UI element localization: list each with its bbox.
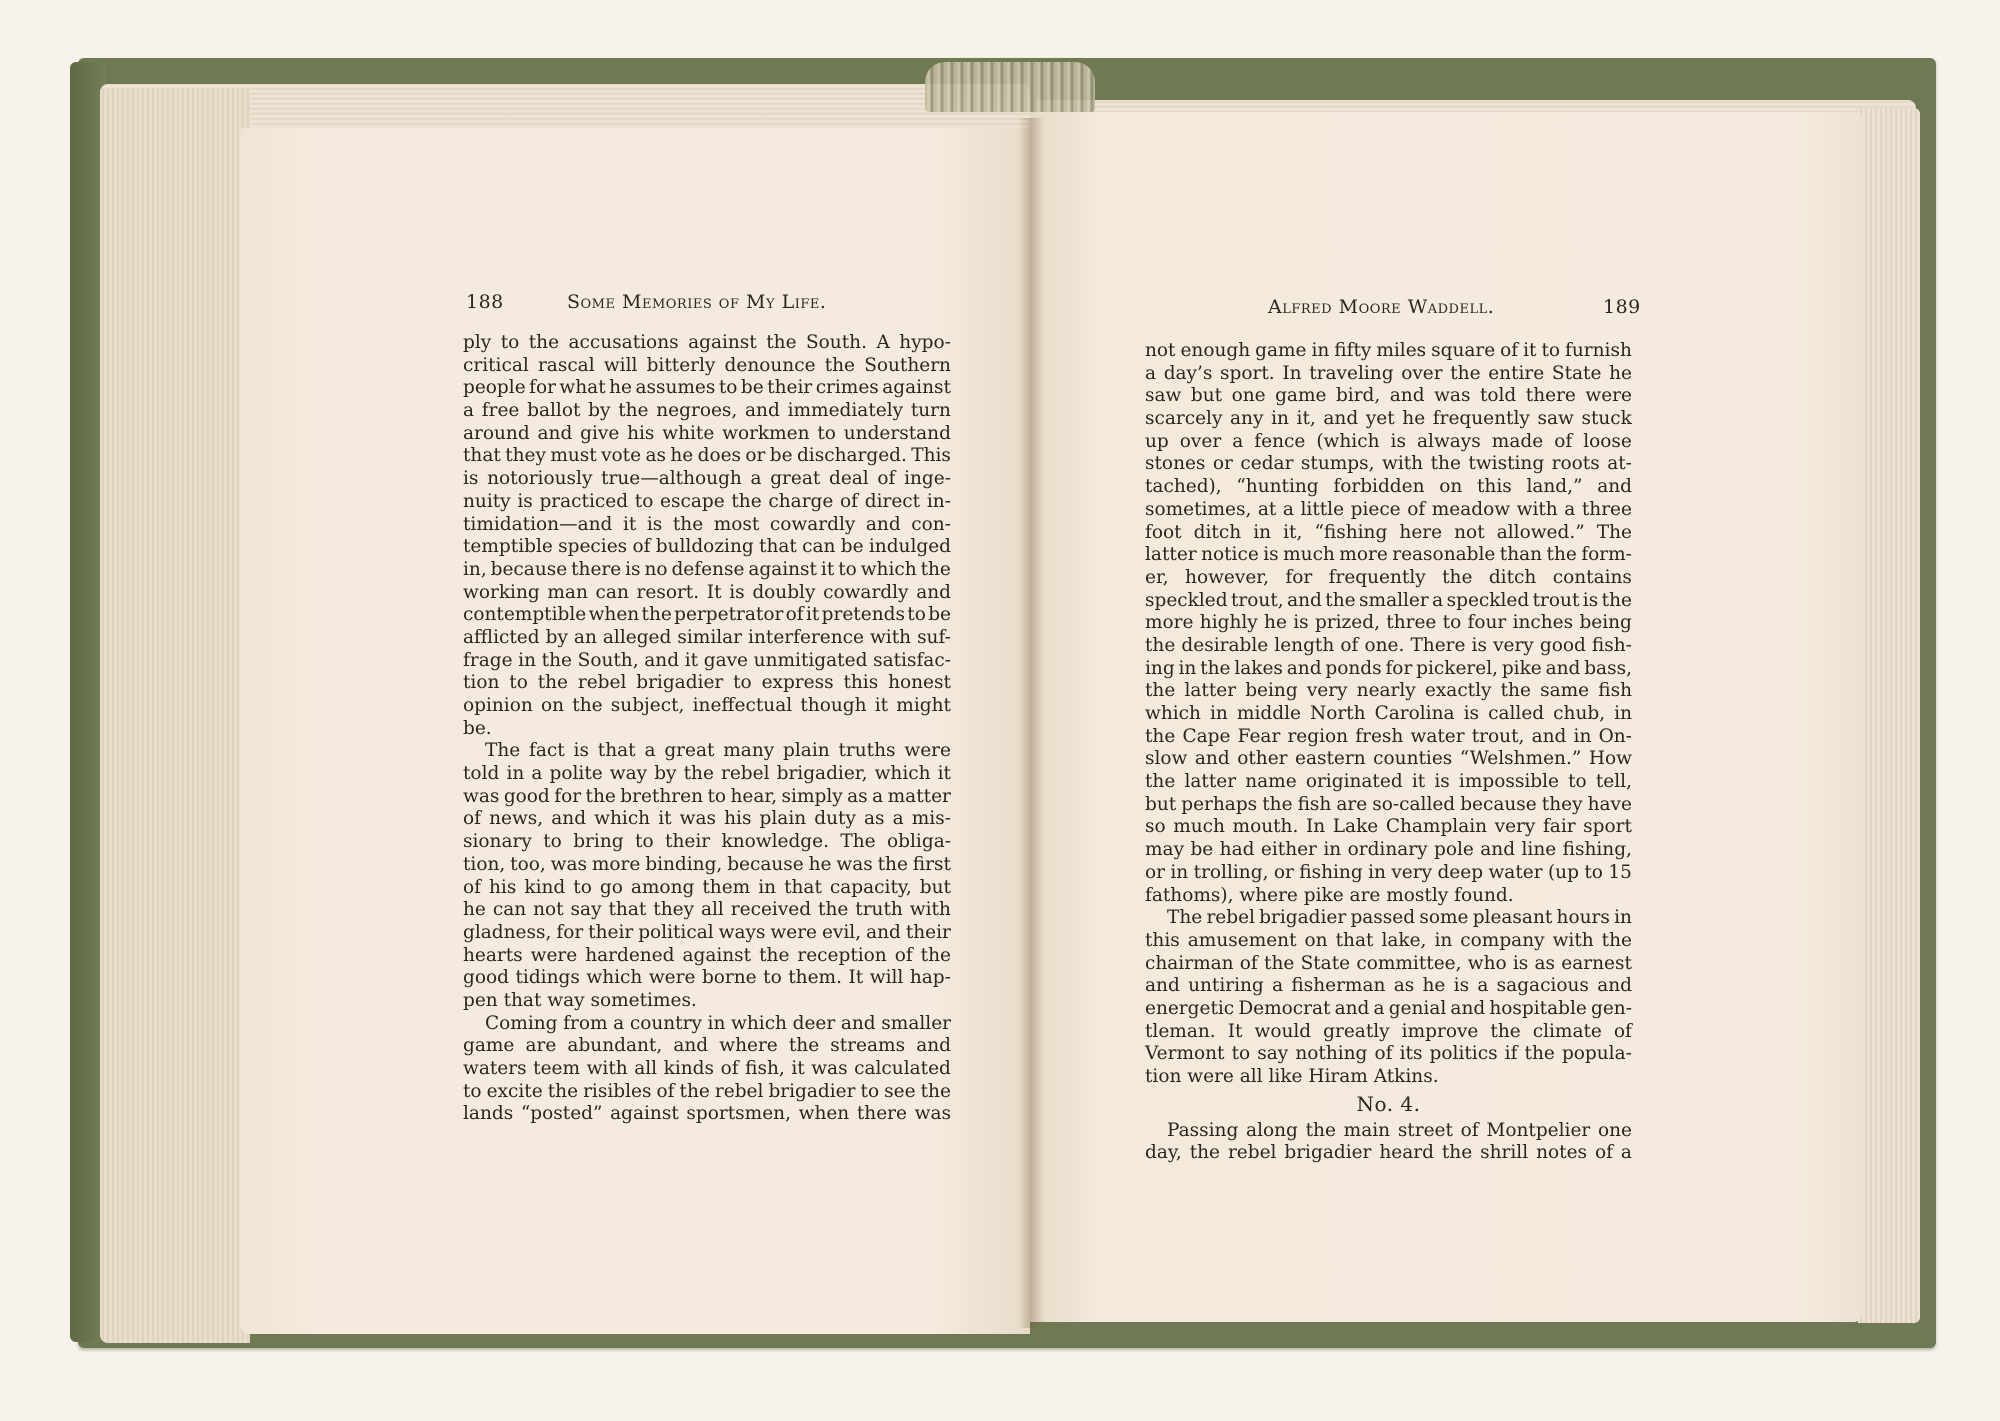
text-line: The fact is that a great many plain truths were [485,740,951,762]
text-line: Passing along the main street of Montpelier one [1167,1119,1632,1141]
right-page-body [1145,340,1632,1165]
text-line: frage in the South, and it gave unmitigated satisfac- [463,649,951,671]
right-page-text-before-heading [1145,340,1632,1089]
right-running-head-text: Alfred Moore Waddell. [1268,296,1495,318]
text-line: that they must vote as he does or be discharged. This [463,445,951,467]
text-line: or in trolling, or fishing in very deep water (up to 15 [1145,861,1632,883]
text-line: gladness, for their political ways were evil, and their [463,921,951,943]
text-line: saw but one game bird, and was told there were [1145,385,1632,407]
text-line: foot ditch in it, “fishing here not allowed.” The [1145,521,1632,543]
text-line: ply to the accusations against the South. A hypo- [463,332,951,353]
text-line: the latter being very nearly exactly the same fish [1145,680,1632,702]
left-page-body [463,332,951,1126]
text-line: chairman of the State committee, who is as earnest [1145,952,1632,974]
text-line: of his kind to go among them in that capacity, but [463,876,951,898]
text-line: sometimes, at a little piece of meadow with a three [1145,498,1632,520]
book-spine-threads [925,62,1095,112]
text-line: nuity is practiced to escape the charge of direct in- [463,490,951,512]
text-line: and untiring a fisherman as he is a sagacious and [1145,975,1632,997]
right-running-head [1268,296,1494,318]
text-line: so much mouth. In Lake Champlain very fair sport [1145,816,1632,838]
text-line: tion to the rebel brigadier to express this honest [463,672,951,694]
text-line: Coming from a country in which deer and smaller [485,1012,951,1034]
text-line: timidation—and it is the most cowardly and con- [463,513,951,535]
text-line: scarcely any in it, and yet he frequently saw stuck [1145,408,1632,430]
page-stack-right [1858,108,1920,1323]
text-line: tached), “hunting forbidden on this land,” and [1145,476,1632,498]
text-line: The rebel brigadier passed some pleasant hours in [1167,907,1632,929]
text-line: Vermont to say nothing of its politics if the popula- [1145,1043,1632,1065]
text-line: day, the rebel brigadier heard the shrill notes of a [1145,1142,1632,1164]
text-line: pen that way sometimes. [463,989,697,1011]
text-line: working man can resort. It is doubly cowardly and [463,581,951,603]
text-line: tion were all like Hiram Atkins. [1145,1066,1439,1087]
text-line: may be had either in ordinary pole and line fishing, [1145,839,1632,861]
text-line: fathoms), where pike are mostly found. [1145,884,1514,906]
text-line: critical rascal will bitterly denounce the Southern [463,354,951,376]
text-line: speckled trout, and the smaller a speckled trout is the [1145,589,1632,611]
left-page-number: 188 [466,291,504,313]
text-line: waters teem with all kinds of fish, it was calculated [463,1058,951,1079]
right-page-number: 189 [1603,296,1641,318]
text-line: not enough game in fifty miles square of it to furnish [1145,340,1632,361]
text-line: game are abundant, and where the streams and [463,1035,951,1057]
text-line: in, because there is no defense against it to which the [463,558,951,580]
text-line: the latter name originated it is impossible to tell, [1145,771,1632,793]
left-running-head [567,291,826,313]
text-line: he can not say that they all received the truth with [463,899,951,921]
section-heading: No. 4. [1356,1091,1421,1116]
text-line: but perhaps the fish are so-called because they have [1145,793,1632,815]
text-line: the desirable length of one. There is very good fish- [1145,634,1632,656]
text-line: er, however, for frequently the ditch contains [1145,566,1632,588]
text-line: lands “posted” against sportsmen, when there was [463,1103,951,1125]
page-stack-left [100,88,250,1343]
text-line: this amusement on that lake, in company with the [1145,929,1632,951]
text-line: was good for the brethren to hear, simply as a matter [463,785,951,807]
page-gutter [1018,118,1044,1328]
text-line: stones or cedar stumps, with the twisting roots at- [1145,453,1632,475]
text-line: which in middle North Carolina is called chub, in [1145,703,1632,724]
text-line: told in a polite way by the rebel brigadier, which it [463,763,951,785]
text-line: a free ballot by the negroes, and immediately turn [463,400,951,422]
left-running-head-text: Some Memories of My Life. [567,291,827,313]
text-line: more highly he is prized, three to four inches being [1145,612,1632,634]
text-line: temptible species of bulldozing that can be indulged [463,536,951,558]
text-line: contemptible when the perpetrator of it pretends to be [463,604,951,626]
text-line: energetic Democrat and a genial and hospitable gen- [1145,997,1632,1019]
text-line: ing in the lakes and ponds for pickerel, pike and bass, [1145,657,1632,679]
text-line: a day’s sport. In traveling over the entire State he [1145,362,1632,384]
text-line: to excite the risibles of the rebel brigadier to see the [463,1080,951,1102]
right-page-text-after-heading [1145,1120,1632,1165]
text-line: is notoriously true—although a great deal of inge- [463,468,951,490]
text-line: slow and other eastern counties “Welshmen.” How [1145,748,1632,770]
text-line: around and give his white workmen to understand [463,422,951,444]
text-line: people for what he assumes to be their crimes against [463,377,951,399]
text-line: up over a fence (which is always made of loose [1145,430,1632,452]
text-line: good tidings which were borne to them. It will hap- [463,967,951,989]
text-line: of news, and which it was his plain duty as a mis- [463,808,951,830]
text-line: tion, too, was more binding, because he was the first [463,853,951,875]
text-line: the Cape Fear region fresh water trout, and in On- [1145,725,1632,747]
text-line: tleman. It would greatly improve the climate of [1145,1020,1632,1042]
text-line: be. [463,717,492,739]
text-line: latter notice is much more reasonable than the form- [1145,544,1632,566]
text-line: sionary to bring to their knowledge. The obliga- [463,831,951,853]
text-line: hearts were hardened against the reception of the [463,944,951,966]
text-line: opinion on the subject, ineffectual though it might [463,695,951,716]
text-line: afflicted by an alleged similar interference with suf- [463,626,951,648]
